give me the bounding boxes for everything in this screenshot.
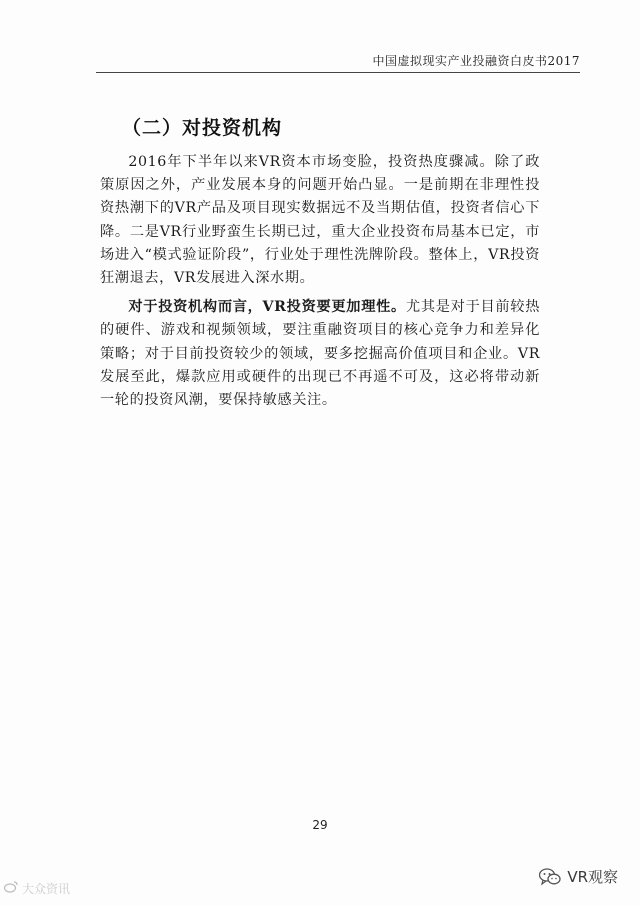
body-text (100, 151, 540, 412)
section-heading: （二）对投资机构 (122, 117, 283, 139)
header-divider (96, 72, 580, 73)
paragraph-2-body: 尤其是对于目前较热的硬件、游戏和视频领域，要注重融资项目的核心竞争力和差异化策略；对于目前投资较少的领域，要多挖掘高价值项目和企业。VR发展至此，爆款应用或硬件的出现已不再遥不可及，这必将带动新一轮的投资风潮，要保持敏感关注。 (100, 299, 541, 409)
header-title: 中国虚拟现实产业投融资白皮书2017 (372, 54, 580, 68)
page-number: 29 (312, 818, 328, 832)
wechat-icon (539, 868, 561, 886)
watermark-right (539, 866, 618, 887)
paragraph-2-bold-lead: 对于投资机构而言，VR投资要更加理性。 (128, 299, 406, 316)
watermark-left (4, 880, 70, 897)
paragraph-1: 2016年下半年以来VR资本市场变脸，投资热度骤减。除了政策原因之外，产业发展本身的问题开始凸显。一是前期在非理性投资热潮下的VR产品及项目现实数据远不及当期估值，投资者信心下降。二是VR行业野蛮生长期已过，重大企业投资布局基本已定，市场进入“模式验证阶段”，行业处于理性洗牌阶段。整体上，VR投资狂潮退去，VR发展进入深水期。 (100, 154, 540, 287)
watermark-left-text: 大众资讯 (22, 882, 71, 896)
watermark-right-text: VR观察 (567, 868, 618, 886)
paragraph-2 (100, 296, 540, 412)
weibo-icon (4, 881, 18, 896)
